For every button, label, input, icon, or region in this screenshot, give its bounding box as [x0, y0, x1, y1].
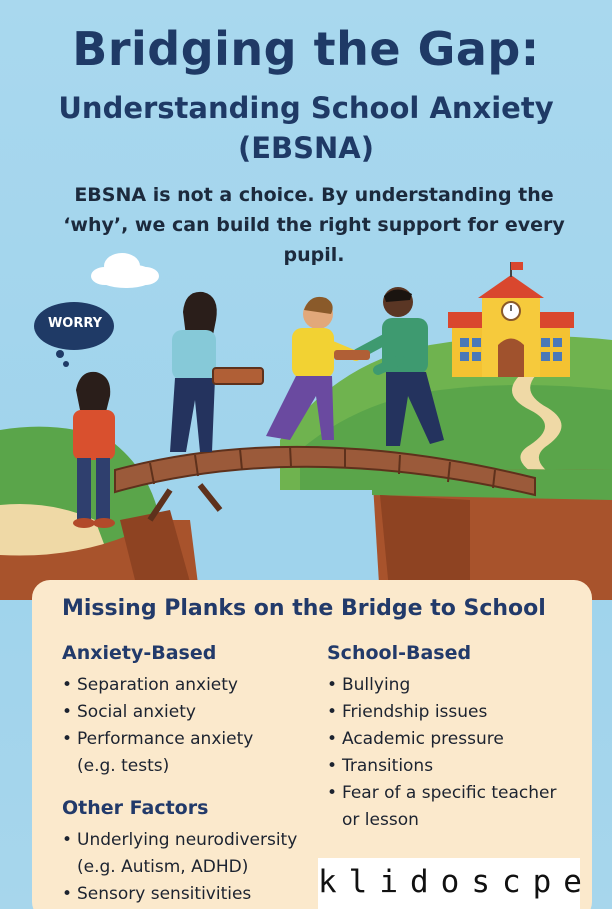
list-item-continued: (e.g. Autism, ADHD) — [77, 857, 249, 877]
list-item-continued: (e.g. tests) — [77, 756, 170, 776]
school-based-heading: School-Based — [327, 642, 472, 664]
thought-bubble — [34, 302, 114, 367]
anxiety-based-heading: Anxiety-Based — [62, 642, 217, 664]
list-item: • Transitions — [327, 753, 556, 780]
anxiety-based-list — [62, 672, 253, 780]
list-item: • Separation anxiety — [62, 672, 253, 699]
list-item: • Social anxiety — [62, 699, 253, 726]
school-based-list — [327, 672, 556, 834]
brand-logo — [318, 858, 594, 909]
list-item: • Sensory sensitivities — [62, 881, 297, 908]
list-item: • Academic pressure — [327, 726, 556, 753]
list-item: • Friendship issues — [327, 699, 556, 726]
intro-line-2: ‘why’, we can build the right support for every pupil. — [63, 214, 565, 266]
panel-heading: Missing Planks on the Bridge to School — [62, 596, 546, 621]
school-building — [448, 262, 574, 377]
list-item: • Fear of a specific teacher — [327, 780, 556, 807]
page-title: Bridging the Gap: — [72, 22, 540, 76]
adult-carrying-plank — [170, 292, 263, 452]
subtitle-line-2: (EBSNA) — [237, 131, 375, 165]
worry-label: WORRY — [47, 316, 103, 331]
list-item: • Underlying neurodiversity — [62, 827, 297, 854]
intro-text — [44, 180, 584, 270]
subtitle-line-1: Understanding School Anxiety — [58, 91, 554, 125]
brand-wordmark: klidoscpe — [318, 864, 594, 900]
list-item-continued: or lesson — [342, 810, 419, 830]
page-subtitle — [0, 88, 612, 168]
list-item: • Performance anxiety — [62, 726, 253, 753]
other-factors-heading: Other Factors — [62, 797, 209, 819]
list-item: • Bullying — [327, 672, 556, 699]
other-factors-list — [62, 827, 297, 908]
intro-line-1: EBSNA is not a choice. By understanding the — [74, 184, 554, 206]
